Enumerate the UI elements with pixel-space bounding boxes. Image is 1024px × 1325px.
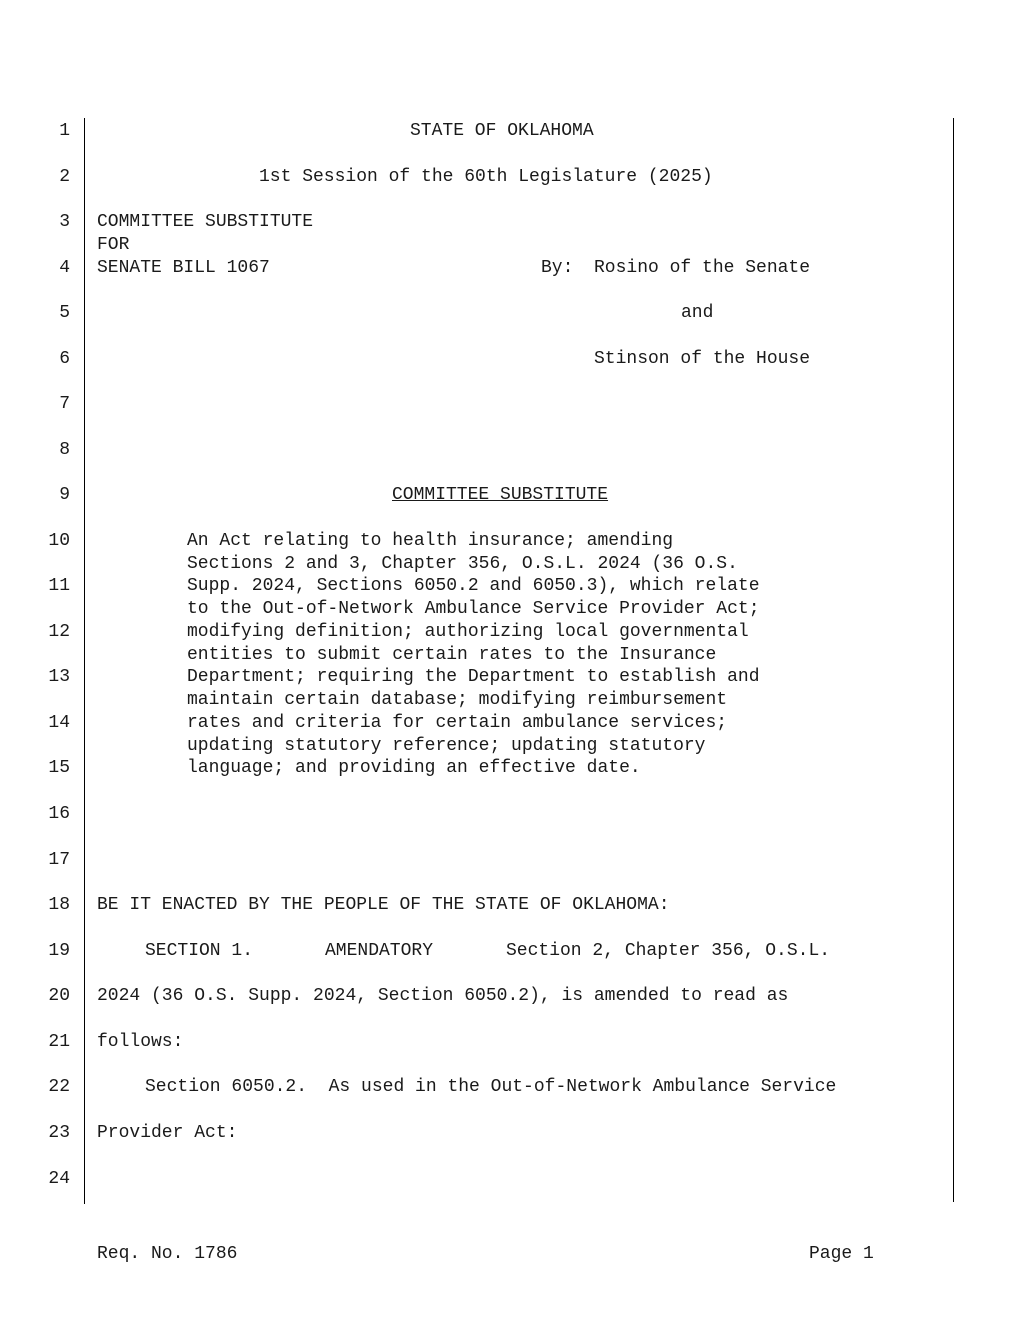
line-number: 3 (59, 212, 70, 232)
line-number: 17 (48, 850, 70, 870)
for-label: FOR (97, 235, 130, 255)
section-label: SECTION 1. (145, 941, 254, 961)
line-number: 18 (48, 895, 70, 915)
page-number: Page 1 (809, 1244, 874, 1264)
act-title-line: Supp. 2024, Sections 6050.2 and 6050.3), which relate (187, 576, 760, 596)
line-number: 12 (48, 622, 70, 642)
line-number: 19 (48, 941, 70, 961)
request-number: Req. No. 1786 (97, 1244, 238, 1264)
state-heading: STATE OF OKLAHOMA (410, 121, 594, 141)
act-title-line: to the Out-of-Network Ambulance Service Provider Act; (187, 599, 760, 619)
bill-number: SENATE BILL 1067 (97, 258, 270, 278)
session-heading: 1st Session of the 60th Legislature (2025) (259, 167, 713, 187)
enacting-clause: BE IT ENACTED BY THE PEOPLE OF THE STATE OF OKLAHOMA: (97, 895, 670, 915)
act-title-line: entities to submit certain rates to the Insurance (187, 645, 717, 665)
body-line: follows: (97, 1032, 184, 1052)
act-title-line: language; and providing an effective date. (187, 758, 641, 778)
act-title-line: Department; requiring the Department to establish and (187, 667, 760, 687)
act-title-line: Sections 2 and 3, Chapter 356, O.S.L. 2024 (36 O.S. (187, 554, 738, 574)
line-number: 9 (59, 485, 70, 505)
line-number: 7 (59, 394, 70, 414)
body-line: Provider Act: (97, 1123, 238, 1143)
by-label: By: (541, 258, 574, 278)
line-number: 14 (48, 713, 70, 733)
body-line: Section 6050.2. As used in the Out-of-Network Ambulance Service (145, 1077, 837, 1097)
line-number: 2 (59, 167, 70, 187)
committee-substitute-label: COMMITTEE SUBSTITUTE (97, 212, 314, 232)
act-title-line: An Act relating to health insurance; amending (187, 531, 674, 551)
line-number: 5 (59, 303, 70, 323)
line-number: 16 (48, 804, 70, 824)
line-number: 6 (59, 349, 70, 369)
line-number: 24 (48, 1169, 70, 1189)
line-number: 22 (48, 1077, 70, 1097)
title-heading: COMMITTEE SUBSTITUTE (392, 485, 609, 505)
line-number: 11 (48, 576, 70, 596)
line-number: 13 (48, 667, 70, 687)
line-number: 8 (59, 440, 70, 460)
act-title-line: maintain certain database; modifying reimbursement (187, 690, 728, 710)
left-margin-rule (84, 118, 85, 1204)
and-label: and (681, 303, 714, 323)
right-margin-rule (953, 118, 954, 1202)
line-number: 15 (48, 758, 70, 778)
line-number: 23 (48, 1123, 70, 1143)
line-number: 21 (48, 1032, 70, 1052)
line-number: 4 (59, 258, 70, 278)
act-title-line: modifying definition; authorizing local governmental (187, 622, 749, 642)
amendatory-label: AMENDATORY (325, 941, 434, 961)
section-reference: Section 2, Chapter 356, O.S.L. (506, 941, 831, 961)
line-number: 1 (59, 121, 70, 141)
act-title-line: rates and criteria for certain ambulance services; (187, 713, 728, 733)
house-author: Stinson of the House (594, 349, 811, 369)
senate-author: Rosino of the Senate (594, 258, 811, 278)
line-number: 10 (48, 531, 70, 551)
line-number: 20 (48, 986, 70, 1006)
body-line: 2024 (36 O.S. Supp. 2024, Section 6050.2), is amended to read as (97, 986, 789, 1006)
act-title-line: updating statutory reference; updating statutory (187, 736, 706, 756)
